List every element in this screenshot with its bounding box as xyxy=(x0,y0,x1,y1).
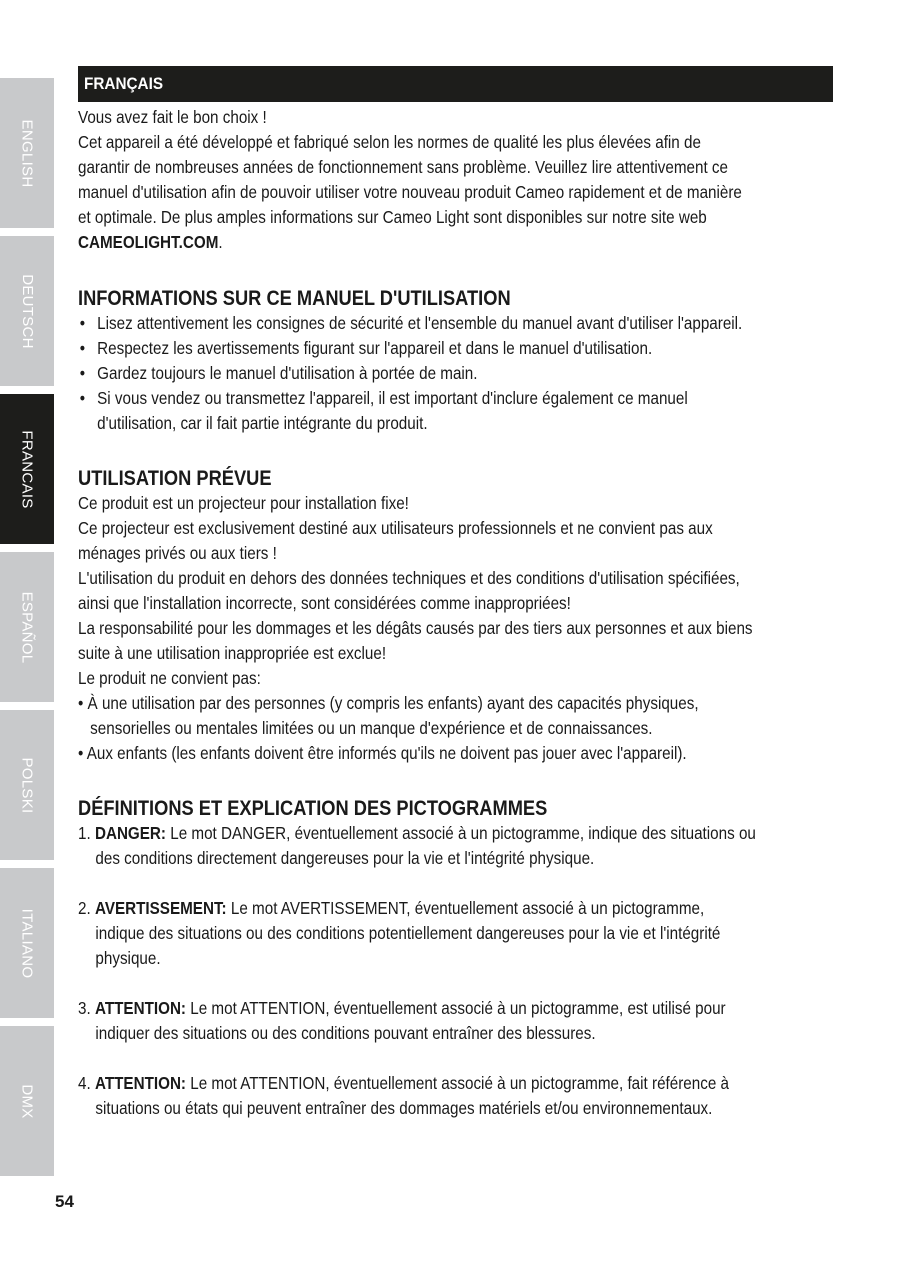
list-item: • Aux enfants (les enfants doivent être informés qu'ils ne doivent pas jouer avec l'appareil). xyxy=(78,743,687,763)
definition-number: 4. xyxy=(78,1073,91,1093)
tab-label: DMX xyxy=(18,1083,36,1119)
intended-use-paragraph: Ce projecteur est exclusivement destiné aux utilisateurs professionnels et ne convient pas aux ménages privés ou aux tiers ! xyxy=(78,518,713,563)
tab-english[interactable] xyxy=(0,78,54,228)
definition-item xyxy=(78,896,757,971)
intro-period: . xyxy=(218,232,223,252)
definition-text: Le mot DANGER, éventuellement associé à un pictogramme, indique des situations ou des conditions directement dangereuses pour la vie et l'intégrité physique. xyxy=(95,823,756,868)
tab-italiano[interactable] xyxy=(0,868,54,1018)
definition-term: AVERTISSEMENT: xyxy=(94,898,227,918)
website-link[interactable]: CAMEOLIGHT.COM xyxy=(78,232,219,252)
tab-deutsch[interactable] xyxy=(0,236,54,386)
tab-label: POLSKI xyxy=(18,757,36,813)
definition-text: Le mot AVERTISSEMENT, éventuellement associé à un pictogramme, indique des situations ou des conditions potentiellement dangereuses pour la vie et l'intégrité physique. xyxy=(95,898,721,968)
list-item: • Si vous vendez ou transmettez l'appareil, il est important d'inclure également ce manuel d'utilisation, car il fait partie intégrante du produit. xyxy=(78,386,757,436)
definition-number: 3. xyxy=(78,998,91,1018)
definition-number: 1. xyxy=(78,823,91,843)
definition-term: ATTENTION: xyxy=(94,998,187,1018)
list-item: • Gardez toujours le manuel d'utilisation à portée de main. xyxy=(78,361,757,386)
main-content xyxy=(78,105,757,1121)
list-item: • Lisez attentivement les consignes de sécurité et l'ensemble du manuel avant d'utiliser l'appareil. xyxy=(78,311,757,336)
intended-use-paragraph: Le produit ne convient pas: xyxy=(78,668,261,688)
intended-use-paragraph: La responsabilité pour les dommages et les dégâts causés par des tiers aux personnes et aux biens suite à une utilisation inappropriée est exclue! xyxy=(78,618,753,663)
language-header-bar xyxy=(78,66,833,102)
definition-item xyxy=(78,996,757,1046)
manual-info-heading: INFORMATIONS SUR CE MANUEL D'UTILISATION xyxy=(78,287,511,310)
tab-label: ITALIANO xyxy=(18,908,36,978)
tab-label: ENGLISH xyxy=(18,119,36,187)
definition-text: Le mot ATTENTION, éventuellement associé à un pictogramme, fait référence à situations ou états qui peuvent entraîner des dommages matériels et/ou environnementaux. xyxy=(95,1073,730,1118)
list-item: • Respectez les avertissements figurant sur l'appareil et dans le manuel d'utilisation. xyxy=(78,336,757,361)
tab-francais[interactable] xyxy=(0,394,54,544)
list-item: • À une utilisation par des personnes (y compris les enfants) ayant des capacités physiques, sensorielles ou mentales limitées ou un manque d'expérience et de connaissances. xyxy=(78,693,699,738)
definition-item xyxy=(78,1071,757,1121)
intro-text: Cet appareil a été développé et fabriqué selon les normes de qualité les plus élevées afin de garantir de nombreuses années de fonctionnement sans problème. Veuillez lire attentivement ce manuel d'utilisation afin de pouvoir utiliser votre nouveau produit Cameo rapidement et de manière et optimale. De plus amples informations sur Cameo Light sont disponibles sur notre site web xyxy=(78,132,742,227)
definitions-heading: DÉFINITIONS ET EXPLICATION DES PICTOGRAMMES xyxy=(78,797,548,820)
intro-greeting: Vous avez fait le bon choix ! xyxy=(78,107,267,127)
tab-label: DEUTSCH xyxy=(18,273,36,349)
intended-use-paragraph: L'utilisation du produit en dehors des données techniques et des conditions d'utilisation spécifiées, ainsi que l'installation incorrecte, sont considérées comme inappropriées! xyxy=(78,568,740,613)
tab-dmx[interactable] xyxy=(0,1026,54,1176)
definition-number: 2. xyxy=(78,898,91,918)
intended-use-paragraph: Ce produit est un projecteur pour installation fixe! xyxy=(78,493,409,513)
definition-item xyxy=(78,821,757,871)
definition-term: ATTENTION: xyxy=(94,1073,187,1093)
language-title: FRANÇAIS xyxy=(84,74,164,93)
definition-term: DANGER: xyxy=(94,823,167,843)
page-number: 54 xyxy=(55,1192,74,1211)
definition-text: Le mot ATTENTION, éventuellement associé à un pictogramme, est utilisé pour indiquer des situations ou des conditions pouvant entraîner des blessures. xyxy=(95,998,726,1043)
tab-label: ESPAÑOL xyxy=(18,591,36,663)
tab-label: FRANCAIS xyxy=(18,429,36,509)
tab-polski[interactable] xyxy=(0,710,54,860)
manual-info-list xyxy=(78,311,757,436)
intro-paragraph xyxy=(78,130,757,255)
intended-use-heading: UTILISATION PRÉVUE xyxy=(78,467,272,490)
tab-espanol[interactable] xyxy=(0,552,54,702)
